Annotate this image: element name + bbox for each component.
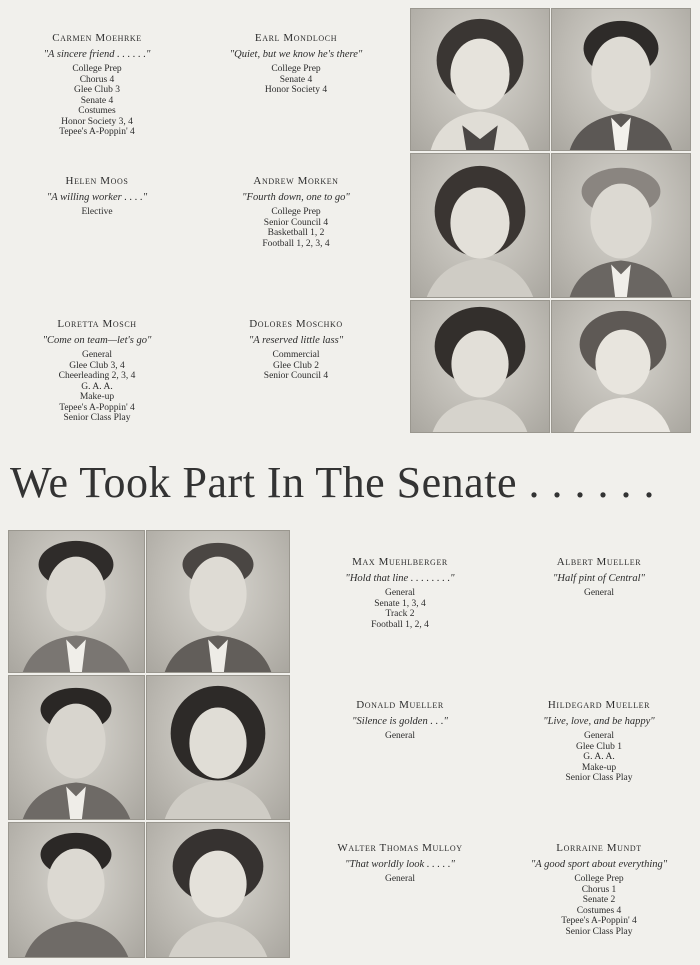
activity: Chorus 1 (581, 884, 617, 895)
portrait-photo (551, 153, 691, 298)
student-entry (2, 318, 192, 424)
portrait-photo (551, 300, 691, 433)
activity: General (81, 350, 113, 360)
activity: Commercial (272, 350, 320, 360)
activity: Football 1, 2, 4 (371, 619, 429, 630)
portrait-photo (551, 8, 691, 151)
activity: Chorus 4 (79, 74, 115, 85)
student-entry (201, 318, 391, 382)
portrait-silhouette (147, 531, 289, 672)
portrait-silhouette (552, 154, 690, 297)
activity: G. A. A. (81, 381, 113, 392)
activity: G. A. A. (583, 752, 615, 762)
portrait-photo (410, 300, 550, 433)
activity: Senior Class Play (565, 773, 633, 783)
student-name: Walter Thomas Mulloy (337, 842, 463, 854)
student-entry (2, 32, 192, 138)
portrait-silhouette (552, 9, 690, 150)
student-name: Donald Mueller (356, 699, 444, 711)
activity: General (583, 731, 615, 741)
portrait-silhouette (147, 676, 289, 819)
portrait-photo (146, 822, 290, 958)
student-name: Helen Moos (65, 175, 129, 187)
student-entry (504, 699, 694, 784)
activity: Tepee's A-Poppin' 4 (59, 127, 135, 137)
student-quote: "Half pint of Central" (553, 573, 645, 584)
activity: Make-up (581, 762, 617, 773)
student-quote: "A good sport about everything" (530, 859, 668, 870)
student-quote: "Quiet, but we know he's there" (229, 49, 363, 60)
student-quote: "That worldly look . . . . ." (345, 859, 455, 870)
activity: Senate 4 (279, 74, 313, 85)
activity: Glee Club 1 (576, 741, 622, 752)
student-name: Max Muehlberger (352, 556, 448, 568)
portrait-silhouette (552, 301, 690, 432)
student-entry (2, 175, 192, 218)
activity: Cheerleading 2, 3, 4 (58, 371, 136, 381)
activity: Tepee's A-Poppin' 4 (59, 402, 135, 413)
activity: Senior Class Play (565, 926, 633, 937)
student-name: Loretta Mosch (57, 318, 137, 330)
activity: College Prep (574, 874, 624, 884)
section-banner: We Took Part In The Senate . . . . . . (10, 458, 655, 507)
activity: Glee Club 3, 4 (69, 360, 125, 371)
activity: Senate 1, 3, 4 (374, 598, 426, 609)
student-name: Albert Mueller (556, 556, 642, 568)
activity: College Prep (72, 64, 122, 74)
activity: Glee Club 2 (273, 360, 319, 371)
portrait-silhouette (411, 154, 549, 297)
activity: General (384, 874, 416, 884)
student-name: Hildegard Mueller (547, 699, 651, 711)
portrait-silhouette (9, 823, 144, 957)
student-name: Carmen Moehrke (52, 32, 142, 44)
activity: Honor Society 3, 4 (61, 116, 133, 127)
student-entry (305, 842, 495, 885)
student-quote: "A reserved little lass" (248, 335, 344, 346)
student-quote: "Come on team—let's go" (42, 335, 152, 346)
student-quote: "Live, love, and be happy" (543, 716, 655, 727)
activity: Senior Class Play (63, 413, 131, 423)
portrait-photo (8, 675, 145, 820)
activity: Senate 2 (582, 895, 616, 905)
activity: College Prep (271, 64, 321, 74)
student-entry (305, 556, 495, 630)
student-name: Dolores Moschko (249, 318, 343, 330)
student-name: Andrew Morken (253, 175, 339, 187)
student-quote: "Hold that line . . . . . . . ." (345, 573, 455, 584)
portrait-photo (410, 153, 550, 298)
portrait-photo (8, 822, 145, 958)
portrait-photo (8, 530, 145, 673)
student-name: Earl Mondloch (254, 32, 338, 44)
activity: General (384, 588, 416, 598)
activity: Senate 4 (80, 95, 114, 106)
activity: General (583, 588, 615, 598)
activity: Elective (81, 207, 113, 217)
activity: Football 1, 2, 3, 4 (262, 238, 330, 249)
activity: Senior Council 4 (263, 371, 329, 381)
activity: Honor Society 4 (264, 85, 328, 95)
portrait-photo (146, 530, 290, 673)
portrait-photo (410, 8, 550, 151)
portrait-silhouette (411, 9, 549, 150)
student-quote: "A willing worker . . . ." (46, 192, 148, 203)
portrait-silhouette (9, 531, 144, 672)
activity: Track 2 (385, 609, 415, 619)
portrait-photo (146, 675, 290, 820)
activity: Senior Council 4 (263, 217, 329, 228)
activity: College Prep (271, 207, 321, 217)
student-quote: "A sincere friend . . . . . ." (43, 49, 151, 60)
student-entry (305, 699, 495, 742)
student-entry (201, 175, 391, 249)
activity: Costumes 4 (576, 905, 622, 916)
activity: Make-up (79, 392, 115, 402)
student-entry (504, 556, 694, 599)
activity: Tepee's A-Poppin' 4 (561, 916, 637, 926)
student-quote: "Fourth down, one to go" (242, 192, 350, 203)
activity: Costumes (78, 106, 116, 116)
activity: Basketball 1, 2 (267, 228, 325, 238)
student-entry (201, 32, 391, 96)
student-quote: "Silence is golden . . ." (352, 716, 448, 727)
activity: Glee Club 3 (74, 85, 120, 95)
portrait-silhouette (147, 823, 289, 957)
activity: General (384, 731, 416, 741)
portrait-silhouette (411, 301, 549, 432)
student-entry (504, 842, 694, 937)
portrait-silhouette (9, 676, 144, 819)
student-name: Lorraine Mundt (556, 842, 642, 854)
